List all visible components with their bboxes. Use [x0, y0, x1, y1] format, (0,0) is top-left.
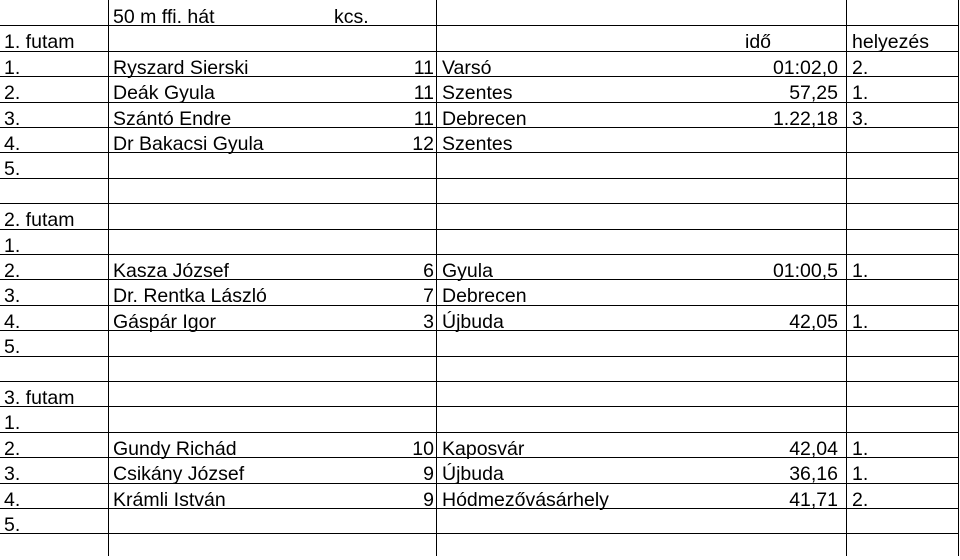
place-cell: 1. [852, 82, 869, 105]
place-cell: 1. [852, 260, 869, 282]
time-cell: 01:02,0 [772, 56, 838, 79]
age-cell: 7 [423, 285, 434, 308]
place-cell: 1. [852, 437, 869, 460]
lane-cell: 1. [4, 412, 21, 435]
club-cell: Varsó [442, 56, 492, 79]
grid-line-horizontal [0, 330, 958, 331]
swimmer-name-cell: Gáspár Igor [113, 310, 216, 333]
club-cell: Hódmezővásárhely [442, 488, 609, 511]
heat-label: 2. futam [4, 209, 75, 232]
age-cell: 12 [412, 133, 434, 155]
lane-cell: 4. [4, 133, 21, 155]
grid-line-horizontal [0, 305, 958, 306]
heat-label: 1. futam [4, 31, 75, 54]
swimmer-name-cell: Csikány József [113, 463, 245, 486]
age-cell: 9 [423, 463, 434, 486]
grid-line-horizontal [0, 102, 958, 103]
club-cell: Debrecen [442, 107, 527, 130]
time-cell: 41,71 [789, 488, 838, 511]
grid-line-horizontal [0, 203, 958, 204]
swimmer-name-cell: Krámli István [113, 488, 226, 511]
lane-cell: 4. [4, 310, 21, 333]
grid-line-vertical [846, 0, 847, 556]
grid-line-horizontal [0, 25, 958, 26]
lane-cell: 1. [4, 234, 21, 257]
grid-line-horizontal [0, 51, 958, 52]
swimmer-name-cell: Kasza József [113, 260, 229, 282]
swimmer-name-cell: Deák Gyula [113, 82, 215, 105]
place-cell: 2. [852, 488, 869, 511]
club-cell: Gyula [442, 260, 493, 282]
grid-line-horizontal [0, 127, 958, 128]
lane-cell: 5. [4, 514, 21, 536]
age-cell: 6 [423, 260, 434, 282]
place-cell: 1. [852, 310, 869, 333]
age-cell: 11 [413, 107, 434, 130]
lane-cell: 3. [4, 107, 21, 130]
grid-line-horizontal [0, 152, 958, 153]
club-cell: Kaposvár [442, 437, 525, 460]
grid-line-horizontal [0, 508, 958, 509]
place-cell: 3. [852, 107, 869, 130]
grid-line-vertical [958, 0, 959, 556]
lane-cell: 3. [4, 463, 21, 486]
grid-line-horizontal [0, 457, 958, 458]
swimmer-name-cell: Dr Bakacsi Gyula [113, 133, 264, 155]
grid-line-horizontal [0, 406, 958, 407]
lane-cell: 3. [4, 285, 21, 308]
grid-line-horizontal [0, 229, 958, 230]
lane-cell: 5. [4, 158, 21, 181]
age-cell: 9 [423, 488, 434, 511]
lane-cell: 2. [4, 260, 21, 282]
age-cell: 11 [413, 82, 434, 105]
swimmer-name-cell: Dr. Rentka László [113, 285, 267, 308]
age-cell: 11 [413, 56, 434, 79]
grid-line-horizontal [0, 279, 958, 280]
time-cell: 36,16 [789, 463, 838, 486]
time-column-header: idő [745, 31, 772, 54]
time-cell: 01:00,5 [772, 260, 838, 282]
club-cell: Debrecen [442, 285, 527, 308]
swimmer-name-cell: Ryszard Sierski [113, 56, 249, 79]
grid-line-horizontal [0, 178, 958, 179]
time-cell: 42,04 [789, 437, 838, 460]
grid-line-horizontal [0, 76, 958, 77]
grid-line-horizontal [0, 432, 958, 433]
grid-line-horizontal [0, 254, 958, 255]
time-cell: 1.22,18 [772, 107, 838, 130]
time-cell: 57,25 [789, 82, 838, 105]
lane-cell: 5. [4, 336, 21, 359]
lane-cell: 2. [4, 437, 21, 460]
grid-line-vertical [436, 0, 437, 556]
event-title: 50 m ffi. hát [113, 6, 215, 28]
lane-cell: 4. [4, 488, 21, 511]
heat-label: 3. futam [4, 387, 75, 409]
place-cell: 1. [852, 463, 869, 486]
grid-line-horizontal [0, 356, 958, 357]
lane-cell: 2. [4, 82, 21, 105]
place-column-header: helyezés [852, 31, 929, 54]
swimmer-name-cell: Gundy Richád [113, 437, 237, 460]
age-cell: 3 [423, 310, 434, 333]
club-cell: Szentes [442, 82, 513, 105]
time-cell: 42,05 [789, 310, 838, 333]
grid-line-vertical [108, 0, 109, 556]
club-cell: Szentes [442, 133, 513, 155]
club-cell: Újbuda [442, 310, 504, 333]
club-cell: Újbuda [442, 463, 504, 486]
swimmer-name-cell: Szántó Endre [113, 107, 232, 130]
lane-cell: 1. [4, 56, 21, 79]
age-cell: 10 [412, 437, 434, 460]
grid-line-horizontal [0, 533, 958, 534]
grid-line-horizontal [0, 381, 958, 382]
unit-label: kcs. [334, 6, 369, 28]
grid-line-horizontal [0, 483, 958, 484]
place-cell: 2. [852, 56, 869, 79]
